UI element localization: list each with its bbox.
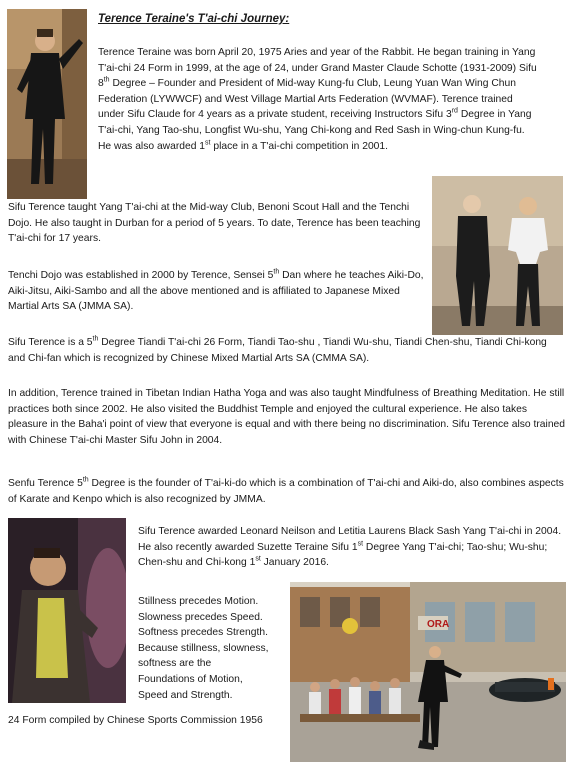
paragraph-tenchi-dojo: Tenchi Dojo was established in 2000 by Terence, Sensei 5th Dan where he teaches Aiki-Do, Aiki-Jitsu, Aiki-Sambo and all the above mentioned and is affiliated to Japanese Mixed Martial Arts SA (JMMA SA). xyxy=(8,268,424,313)
paragraph-tiandi: Sifu Terence is a 5th Degree Tiandi T'ai-chi 26 Form, Tiandi Tao-shu , Tiandi Wu-shu, Tiandi Chen-shu, Tiandi Chi-kong and Chi-fan which is recognized by Chinese Mixed Martial Arts SA (CMMA SA). xyxy=(8,335,547,364)
footer-note: 24 Form compiled by Chinese Sports Commission 1956 xyxy=(8,715,263,726)
street-sign-ora: ORA xyxy=(427,619,450,630)
paragraph-awards: Sifu Terence awarded Leonard Neilson and Letitia Laurens Black Sash Yang T'ai-chi in 2004. He also recently awarded Suzette Teraine Sifu 1st Degree Yang T'ai-chi; Tao-shu; Wu-shu; Chen-shu and Chi-kong 1st January 2016. xyxy=(138,526,562,569)
paragraph-teaching: Sifu Terence taught Yang T'ai-chi at the Mid-way Club, Benoni Scout Hall and the Tenchi Dojo. He also taught in Durban for a period of 5 years. To date, Terence has been teaching T'ai-chi for 17 years. xyxy=(8,202,421,245)
photo-street-demonstration xyxy=(290,582,566,762)
photo-terence-portrait xyxy=(8,518,126,703)
photo-terence-pose xyxy=(7,9,87,199)
paragraph-yoga-meditation: In addition, Terence trained in Tibetan Indian Hatha Yoga and was also taught Mindfulness of Breathing Meditation. He still practices both since 2002. He also visited the Buddhist Temple and enjoyed the cultural experience. He also takes pleasure in the Baha'i point of view that everyone is equal and with there being no discrimination. Sifu Terence also trained with Chinese T'ai-chi Master Sifu John in 2004. xyxy=(8,388,566,446)
page-title: Terence Teraine's T'ai-chi Journey: xyxy=(98,13,290,25)
quote-stillness: Stillness precedes Motion. Slowness precedes Speed. Softness precedes Strength. Because stillness, slowness, softness are the Foundations of Motion, Speed and Strength. xyxy=(138,596,269,701)
paragraph-taikido: Senfu Terence 5th Degree is the founder of T'ai-ki-do which is a combination of T'ai-chi and Aiki-do, also combines aspects of Karate and Kenpo which is also recognized by JMMA. xyxy=(8,476,564,505)
photo-terence-with-master xyxy=(432,176,563,335)
paragraph-intro: Terence Teraine was born April 20, 1975 Aries and year of the Rabbit. He began training in Yang T'ai-chi 24 Form in 1999, at the age of 24, under Grand Master Claude Schotte (1931-2009) Sifu 8th Degree – Founder and President of Mid-way Kung-fu Club, Leung Yuan Wan Wing Chun Federation (LYWWCF) and West Village Martial Arts Federation (WVMAF). Terence trained under Sifu Claude for 4 years as a private student, receiving Instructors Sifu 3rd Degree in Yang T'ai-chi, Yang Tao-shu, Longfist Wu-shu, Yang Chi-kong and Red Sash in Wing-chun Kung-fu. He was also awarded 1st place in a T'ai-chi competition in 2001. xyxy=(98,47,537,152)
